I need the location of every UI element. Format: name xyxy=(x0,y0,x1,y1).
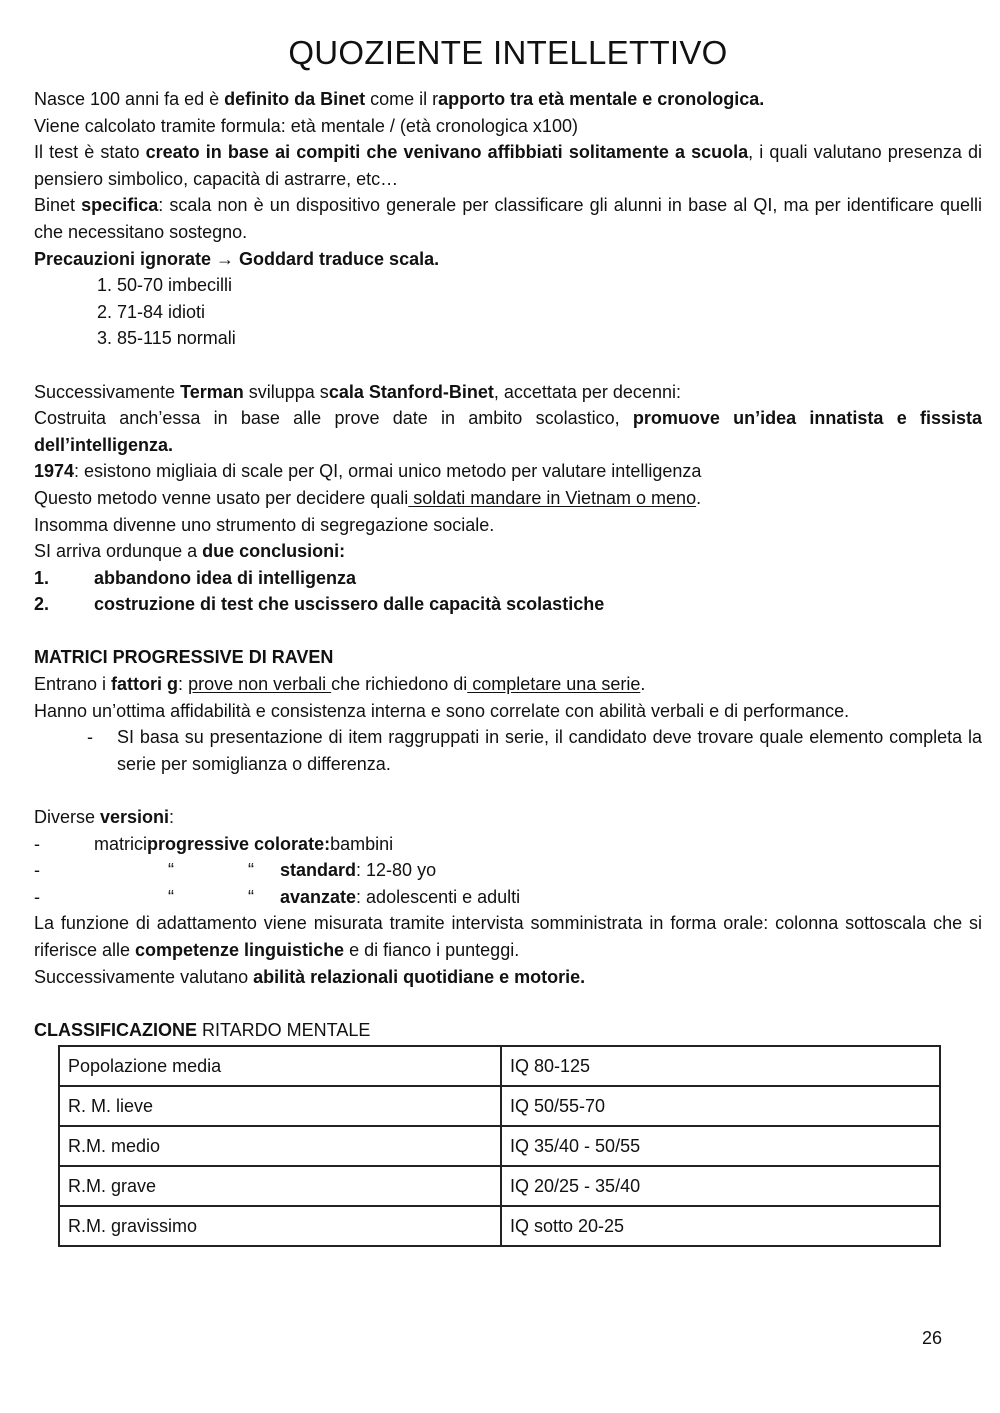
text: . xyxy=(696,487,702,508)
intro-line-4 xyxy=(34,192,982,245)
conclusion-item xyxy=(34,565,982,592)
text: Binet xyxy=(34,195,82,216)
versions-line-1 xyxy=(34,804,982,831)
text: : adolescenti e adulti xyxy=(356,886,521,907)
terman-line-3 xyxy=(34,458,982,485)
dash-bullet: - xyxy=(87,727,93,748)
text: sviluppa s xyxy=(243,381,329,402)
raven-bullet xyxy=(34,724,982,777)
bold-text: competenze linguistiche xyxy=(135,940,345,960)
intro-line-5 xyxy=(34,246,982,273)
table-cell: IQ 50/55-70 xyxy=(501,1086,940,1126)
spacer xyxy=(34,352,982,379)
version-text xyxy=(254,884,520,911)
ditto-mark: “ xyxy=(248,886,254,907)
spacer xyxy=(34,990,982,1017)
version-item xyxy=(34,831,982,858)
bold-text: Precauzioni ignorate → Goddard traduce scala. xyxy=(34,248,440,269)
table-cell: IQ 35/40 - 50/55 xyxy=(501,1126,940,1166)
classification-heading xyxy=(34,1017,982,1044)
table-cell: Popolazione media xyxy=(59,1046,501,1086)
version-text xyxy=(254,857,436,884)
goddard-list xyxy=(34,272,982,352)
text: : 12-80 yo xyxy=(356,860,437,881)
table-row xyxy=(59,1126,940,1166)
text: matrici xyxy=(94,833,147,854)
terman-line-2 xyxy=(34,405,982,458)
underlined-text: prove non verbali xyxy=(188,674,332,695)
table-row xyxy=(59,1046,940,1086)
dash-bullet: - xyxy=(34,860,40,881)
text: La funzione di adattamento viene misurata tramite intervista somministrata in forma orale: colonna sottoscala che si riferisce alle xyxy=(34,913,982,960)
text: SI basa su presentazione di item raggruppati in serie, il candidato deve trovare quale elemento completa la serie per somiglianza o differenza. xyxy=(117,727,982,774)
bold-text: avanzate xyxy=(280,886,357,907)
text: Costruita anch’essa in base alle prove date in ambito scolastico, xyxy=(34,408,633,429)
bold-text: apporto tra età mentale e cronologica. xyxy=(438,89,765,109)
bold-text: creato in base ai compiti che venivano affibbiati solitamente a scuola xyxy=(145,142,749,163)
bold-text: versioni xyxy=(100,807,170,828)
terman-line-4 xyxy=(34,485,982,512)
bold-text: Terman xyxy=(180,381,244,402)
text: RITARDO MENTALE xyxy=(197,1019,371,1040)
ditto-mark: “ xyxy=(168,860,174,881)
table-cell: IQ 80-125 xyxy=(501,1046,940,1086)
text: : scala non è un dispositivo generale per classificare gli alunni in base al QI, ma per identificare quelli che necessitano sostegno. xyxy=(34,195,983,242)
text: : xyxy=(178,674,189,695)
underlined-text: completare una serie xyxy=(467,674,641,695)
item-number: 1. xyxy=(34,567,50,588)
bold-text: promuove un’idea innatista e fissista dell’intelligenza. xyxy=(34,408,982,455)
bold-text: definito da Binet xyxy=(224,89,366,109)
text: : xyxy=(169,807,175,828)
list-item: 3. 85-115 normali xyxy=(117,325,982,352)
conclusion-item xyxy=(34,591,982,618)
list-item: 1. 50-70 imbecilli xyxy=(117,272,982,299)
page-title: QUOZIENTE INTELLETTIVO xyxy=(288,34,728,71)
bold-text: cala Stanford-Binet xyxy=(328,381,494,402)
text: bambini xyxy=(330,833,394,854)
bold-text: 1974 xyxy=(34,461,75,482)
intro-line-2: Viene calcolato tramite formula: età mentale / (età cronologica x100) xyxy=(34,115,578,136)
text: SI arriva ordunque a xyxy=(34,541,203,562)
version-item xyxy=(34,857,982,884)
terman-line-5: Insomma divenne uno strumento di segregazione sociale. xyxy=(34,514,495,535)
bold-text: progressive colorate: xyxy=(147,833,331,854)
dash-bullet: - xyxy=(34,886,40,907)
dash-bullet: - xyxy=(34,833,40,854)
text: che richiedono di xyxy=(331,674,468,695)
text: come il r xyxy=(365,89,439,109)
intro-line-1 xyxy=(34,86,982,113)
versions-line-5 xyxy=(34,910,982,963)
underlined-text: soldati mandare in Vietnam o meno xyxy=(408,487,697,508)
raven-line-1 xyxy=(34,671,982,698)
ditto-mark: “ xyxy=(168,886,174,907)
page-number: 26 xyxy=(921,1328,942,1348)
version-item xyxy=(34,884,982,911)
bold-text: specifica xyxy=(81,195,159,216)
raven-heading xyxy=(34,644,982,671)
list-item: 2. 71-84 idioti xyxy=(117,299,982,326)
text: Entrano i xyxy=(34,674,112,695)
text: Diverse xyxy=(34,807,101,828)
text: , i quali valutano presenza di pensiero simbolico, capacità di astrarre, etc… xyxy=(34,142,982,189)
text: e di fianco i punteggi. xyxy=(344,940,520,960)
document-page xyxy=(34,28,982,1247)
table-cell: IQ 20/25 - 35/40 xyxy=(501,1166,940,1206)
bold-text: abbandono idea di intelligenza xyxy=(94,567,357,588)
versions-line-6 xyxy=(34,964,982,991)
bold-text: costruzione di test che uscissero dalle capacità scolastiche xyxy=(94,594,605,615)
table-row xyxy=(59,1086,940,1126)
table-cell: IQ sotto 20-25 xyxy=(501,1206,940,1246)
text: : esistono migliaia di scale per QI, ormai unico metodo per valutare intelligenza xyxy=(74,461,702,482)
bold-text: MATRICI PROGRESSIVE DI RAVEN xyxy=(34,647,334,668)
item-number: 2. xyxy=(34,594,50,615)
table-row xyxy=(59,1166,940,1206)
table-cell: R. M. lieve xyxy=(59,1086,501,1126)
text: Questo metodo venne usato per decidere quali xyxy=(34,487,409,508)
terman-line-1 xyxy=(34,379,982,406)
text: Nasce 100 anni fa ed è xyxy=(34,89,225,109)
intro-line-3 xyxy=(34,139,982,192)
bold-text: CLASSIFICAZIONE xyxy=(34,1019,198,1040)
text: Successivamente xyxy=(34,381,181,402)
table-row xyxy=(59,1206,940,1246)
table-cell: R.M. medio xyxy=(59,1126,501,1166)
bold-text: due conclusioni: xyxy=(202,541,346,562)
text: , accettata per decenni: xyxy=(493,381,681,402)
text: . xyxy=(640,674,646,695)
text: Il test è stato xyxy=(34,142,146,163)
ditto-mark: “ xyxy=(248,860,254,881)
spacer xyxy=(34,618,982,645)
bold-text: standard xyxy=(280,860,357,881)
bold-text: fattori g xyxy=(111,674,179,695)
table-cell: R.M. grave xyxy=(59,1166,501,1206)
spacer xyxy=(34,777,982,804)
text: Successivamente valutano xyxy=(34,966,254,987)
classification-table xyxy=(58,1045,941,1247)
table-cell: R.M. gravissimo xyxy=(59,1206,501,1246)
terman-line-6 xyxy=(34,538,982,565)
bold-text: abilità relazionali quotidiane e motorie. xyxy=(253,966,586,987)
raven-line-2: Hanno un’ottima affidabilità e consistenza interna e sono correlate con abilità verbali e di performance. xyxy=(34,700,850,721)
